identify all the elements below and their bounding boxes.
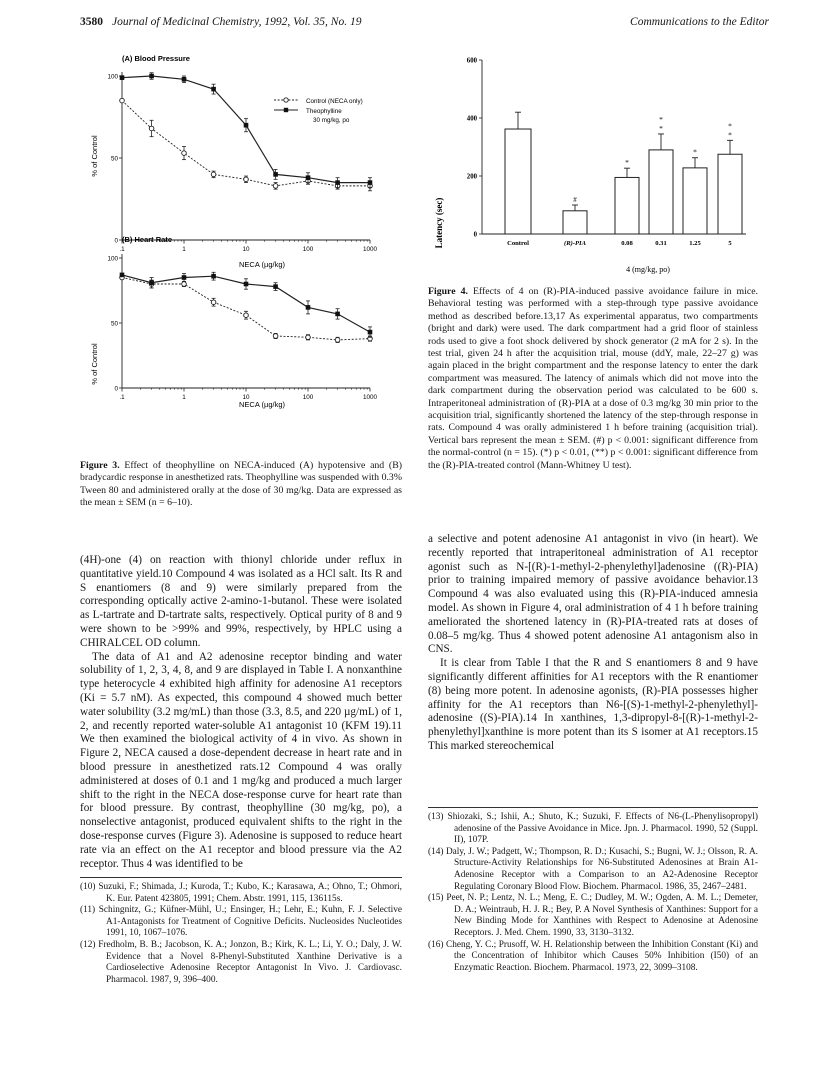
figure-4-significance-star: * [659,123,663,133]
figure-4-y-tick-label: 600 [466,57,477,65]
figure-4-caption-text: Effects of 4 on (R)-PIA-induced passive avoidance failure in mice. Behavioral testing was performed with a step-through type passive avoidance method as described before.13,17 As experimental apparatus, two compartments (bright and dark) were used. The dark compartment had a grid floor of stainless rods used to give a foot shock delivered by shock generator (2 mA for 2 s). In the test trial, given 24 h after the acquisition trial, mouse (ddY, male, 22–27 g) was again placed in the bright compartment and the response latency to enter the dark compartment was measured. The latency of animals which did not move into the dark compartment during the observation period was calculated to be 600 s. Intraperitoneal administration of (R)-PIA at a dose of 0.3 mg/kg 30 min prior to the acquisition trial, significantly shortened the latency of the step-through response in rats. Compound 4 was orally administered 1 h before training (acquisition trial). Vertical bars represent the mean ± SEM. (#) p < 0.001: significant difference from the normal-control (n = 15). (*) p < 0.01, (**) p < 0.001: significant difference from the (R)-PIA-treated control (Mann-Whitney U test). [428,286,759,471]
figure-4-caption [428,286,758,472]
figure-4-x-tick-label: 0.31 [655,240,667,247]
figure-3-caption-text: Effect of theophylline on NECA-induced (A) hypotensive and (B) bradycardic response in anesthetized rats. Theophylline was suspended with 0.3% Tween 80 and administered orally at the dose of 30 mg/kg. Data are expressed as the mean ± SEM (n = 6–10). [80,460,402,509]
panel-b-x-tick-label: 1000 [362,394,378,401]
panel-a-x-tick-label: .1 [119,246,125,253]
figure-3 [80,48,402,450]
panel-b-theophylline-point [211,274,216,279]
figure-4-bar [649,150,673,234]
panel-b-y-tick-label: 0 [114,385,118,393]
running-header-left [80,16,361,28]
panel-b-x-tick-label: .1 [119,394,125,401]
panel-a-x-axis-label: NECA (µg/kg) [239,260,285,269]
figure-4-significance-mark: # [573,196,577,204]
panel-a-y-tick-label: 50 [110,155,118,163]
footnote-rule [80,877,402,878]
panel-b-y-tick-label: 50 [110,320,118,328]
legend-control-label: Control (NECA only) [306,98,363,105]
panel-b-theophylline-point [149,280,154,285]
figure-4-x-tick-label: 5 [728,240,732,247]
figure-3-caption [80,460,402,510]
figure-4-significance-star: * [728,130,732,140]
figure-4-x-tick-label: 0.08 [621,240,633,247]
panel-a-theophylline-point [244,123,249,128]
legend-control-marker [284,98,288,102]
panel-a-legend [274,98,363,124]
figure-4-y-axis-label: Latency (sec) [434,197,444,249]
references-right [428,812,758,974]
panel-a-x-tick-label: 1000 [362,246,378,253]
panel-b-control-point [182,282,187,287]
panel-a-theophylline-point [306,175,311,180]
panel-a-theophylline-point [182,77,187,82]
reference-item: (10) Suzuki, F.; Shimada, J.; Kuroda, T.; Kubo, K.; Karasawa, A.; Ohno, T.; Ohmori, K. Eur. Patent 423805, 1991; Chem. Abstr. 1991, 115, 136115s. [80,882,402,904]
panel-b-theophylline-point [244,282,249,287]
reference-item: (15) Peet, N. P.; Lentz, N. L.; Meng, E. C.; Dudley, M. W.; Ogden, A. M. L.; Demeter, D. A.; Weintraub, H. J. R.; Bey, P. A Novel Synthesis of Xanthines: Support for a New Binding Mode for Xanthines with Respect to Adenosine at Adenosine Receptors. J. Med. Chem. 1990, 33, 3130–3132. [428,893,758,938]
body-paragraph: (4H)-one (4) on reaction with thionyl chloride under reflux in quantitative yield.10 Compound 4 was isolated as a HCl salt. Its R and S enantiomers (8 and 9) were similarly prepared from the corresponding optically active 2-amino-1-butanol. These were isolated as L-tartrate and D-tartrate salts, respectively. Optical purity of 8 and 9 were shown to be >99% and 99%, respectively, by HPLC using a CHIRALCEL OD column. [80,554,402,649]
panel-a-title: (A) Blood Pressure [122,54,190,63]
figure-4-significance-star: * [693,147,697,157]
figure-4-x-tick-label: Control [507,240,529,247]
panel-a-theophylline-point [149,74,154,79]
panel-a-y-tick-label: 0 [114,237,118,245]
reference-item: (14) Daly, J. W.; Padgett, W.; Thompson, R. D.; Kusachi, S.; Bugni, W. J.; Olsson, R. A. Structure-Activity Relationships for N6-Substituted Adenosines at Brain A1-Adenosine Receptor with a Comparison to an A2-Adenosine Receptor Regulating Coronary Blood Flow. Biochem. Pharmacol. 1986, 35, 2467–2481. [428,846,758,892]
panel-b-y-axis-label: % of Control [90,343,99,385]
panel-a-control-point [149,126,154,131]
reference-item: (11) Schingnitz, G.; Küfner-Mühl, U.; Ensinger, H.; Lehr, E.; Kuhn, F. J. Selective A1-Antagonists for Treatment of Cognitive Deficits. Nucleosides Nucleotides 1991, 10, 1067–1076. [80,905,402,939]
body-paragraph: a selective and potent adenosine A1 antagonist in vivo (in heart). We recently reported that intraperitoneal administration of A1 receptor agonist such as N-[(R)-1-methyl-2-phenylethyl]adenosine ((R)-PIA) prior to training impaired memory of passive avoidance behavior.13 Compound 4 was also evaluated using this (R)-PIA-induced amnesia model. As shown in Figure 4, oral administration of 4 1 h before training ameliorated the shortened latency in (R)-PIA-treated rats at doses of 0.08–5 mg/kg. Thus 4 showed potent adenosine A1 antagonism also in CNS. [428,533,758,656]
figure-4-significance-star: * [728,121,732,131]
panel-b-x-tick-label: 10 [242,394,250,401]
panel-b-theophylline-point [368,330,373,335]
legend-theophylline-marker [284,108,288,112]
panel-b-theophylline-point [335,312,340,317]
figure-3-label: Figure 3. [80,460,120,471]
panel-b-heart-rate [90,235,377,409]
panel-a-theophylline-point [368,180,373,185]
footnote-rule [428,807,758,808]
body-paragraph: It is clear from Table I that the R and S enantiomers 8 and 9 have significantly different affinities for A1 receptors with the R enantiomer (8) being more potent. In adenosine agonists, (R)-PIA possesses higher affinity for the A1 receptors than N6-[(S)-1-methyl-2-phenylethyl]-adenosine ((S)-PIA).14 In xanthines, 1,3-dipropyl-8-[(R)-1-methyl-2-phenylethyl]xanthine is more potent than its S isomer at A1 receptors.15 This marked stereochemical [428,657,758,752]
reference-item: (16) Cheng, Y. C.; Prusoff, W. H. Relationship between the Inhibition Constant (Ki) and the Concentration of Inhibitor which Causes 50% Inhibition (I50) of an Enzymatic Reaction. Biochem. Pharmacol. 1973, 22, 3099–3108. [428,939,758,973]
panel-b-theophylline-point [120,273,125,278]
figure-4-significance-star: * [625,158,629,168]
legend-theophylline-label: Theophylline [306,108,342,115]
references-left [80,882,402,986]
figure-4-x-tick-label: (R)-PIA [564,240,586,247]
page-number: 3580 [80,16,103,28]
panel-a-control-point [273,184,278,189]
panel-b-control-point [273,334,278,339]
figure-4-significance-star: * [659,114,663,124]
body-paragraph: The data of A1 and A2 adenosine receptor binding and water solubility of 1, 2, 3, 4, 8, and 9 are displayed in Table I. A nonxanthine type heterocycle 4 exhibited high affinity for adenosine A1 receptors (Ki = 5.7 nM). As expected, this compound 4 showed much better water solubility (3.2 mg/mL) than those (3.3, 8.5, and 220 µg/mL) of 1, 2, and recently reported water-soluble A1 antagonist 10 (KFM 19).11 We then examined the biological activity of 4 in vivo. As shown in Figure 2, NECA caused a dose-dependent decrease in heart rate and in blood pressure in anesthetized rats.12 Compound 4 was orally administered at doses of 0.1 and 1 mg/kg and produced a much larger shift to the right in the NECA dose-response curve for heart rate than for blood pressure. By contrast, theophylline (30 mg/kg, po), a nonselective antagonist, produced equivalent shifts to the right in the dose-response curves (Figure 3). Adenosine is supposed to reduce heart rate via an effect on the A1 receptor and blood pressure via the A2 receptor. Thus 4 was identified to be [80,650,402,870]
figure-4 [418,48,758,280]
panel-a-x-tick-label: 100 [302,246,314,253]
panel-b-theophylline-point [306,305,311,310]
panel-b-theophylline-point [182,275,187,280]
panel-a-x-tick-label: 1 [182,246,186,253]
panel-a-theophylline-point [211,87,216,92]
panel-b-title: (B) Heart Rate [122,235,173,244]
body-text-right [428,533,758,754]
panel-b-control-point [211,300,216,305]
running-header-section: Communications to the Editor [630,16,769,28]
journal-citation: Journal of Medicinal Chemistry, 1992, Vol. 35, No. 19 [112,16,362,28]
panel-a-theophylline-point [335,180,340,185]
figure-4-bar [563,211,587,234]
panel-a-y-tick-label: 100 [107,73,118,81]
panel-a-control-point [211,172,216,177]
figure-4-x-tick-label: 1.25 [689,240,701,247]
panel-b-x-tick-label: 100 [302,394,314,401]
figure-4-y-tick-label: 400 [466,115,477,123]
panel-a-theophylline-point [273,172,278,177]
figure-4-bar [683,168,707,234]
panel-a-x-tick-label: 10 [242,246,250,253]
panel-b-x-axis-label: NECA (µg/kg) [239,400,285,409]
panel-b-theophylline-point [273,284,278,289]
panel-b-y-tick-label: 100 [107,255,118,263]
figure-4-bar [505,129,531,234]
reference-item: (13) Shiozaki, S.; Ishii, A.; Shuto, K.; Suzuki, F. Effects of N6-(L-Phenylisopropyl) adenosine of the Passive Avoidance in Mice. Jpn. J. Pharmacol. 1990, 52 (Suppl. II), 107P. [428,812,758,846]
panel-a-control-point [120,98,125,103]
figure-4-y-tick-label: 0 [473,231,477,239]
figure-4-bar [615,177,639,234]
panel-b-control-point [335,338,340,343]
body-text-left [80,554,402,871]
figure-4-bar [718,154,742,234]
figure-4-x-axis-label: 4 (mg/kg, po) [626,265,670,274]
panel-b-control-point [244,313,249,318]
panel-b-x-tick-label: 1 [182,394,186,401]
figure-4-label: Figure 4. [428,286,468,297]
figure-4-y-tick-label: 200 [466,173,477,181]
panel-a-control-point [182,151,187,156]
panel-b-control-point [306,335,311,340]
panel-a-y-axis-label: % of Control [90,135,99,177]
panel-a-control-point [244,177,249,182]
panel-a-theophylline-point [120,75,125,80]
legend-theophylline-dose: 30 mg/kg, po [313,117,350,124]
reference-item: (12) Fredholm, B. B.; Jacobson, K. A.; Jonzon, B.; Kirk, K. L.; Li, Y. O.; Daly, J. W. Evidence that a Novel 8-Phenyl-Substituted Xanthine Derivative is a Cardioselective Adenosine Receptor Antagonist In Vivo. J. Cardiovasc. Pharmacol. 1987, 9, 396–400. [80,939,402,985]
